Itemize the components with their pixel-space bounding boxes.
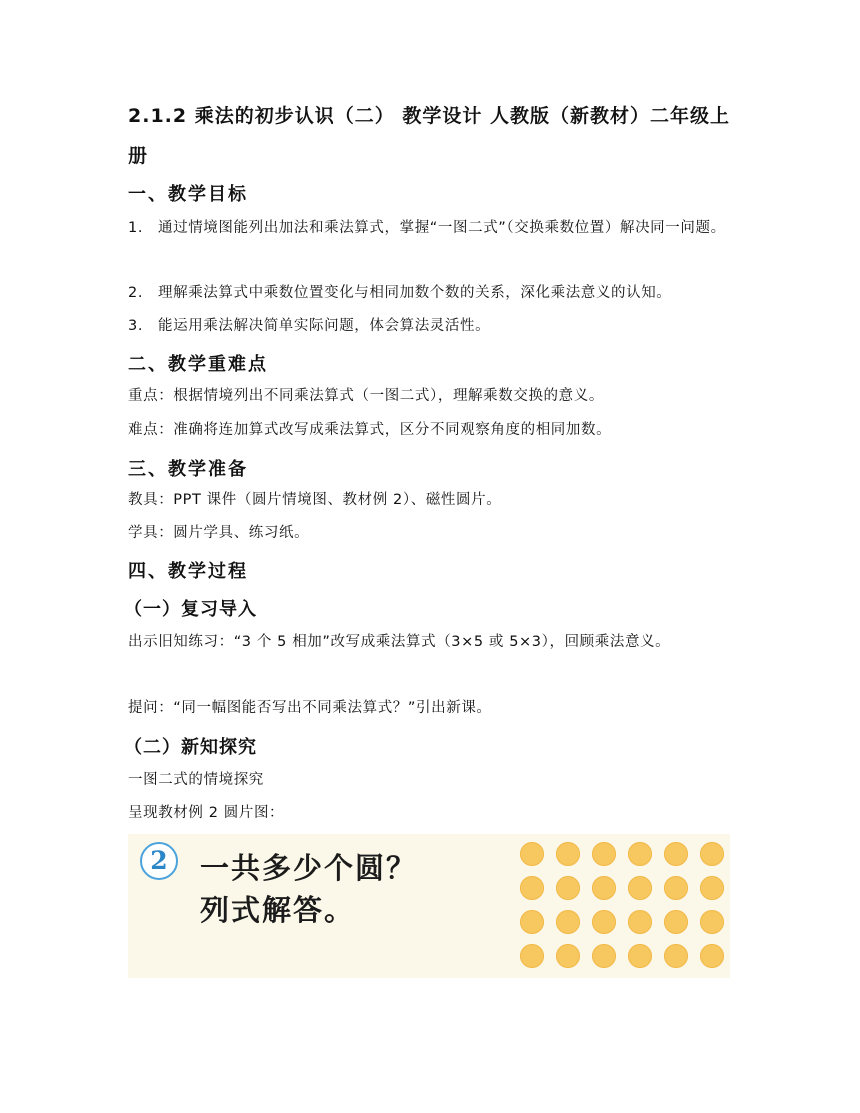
subsection-heading-explore: （二）新知探究 <box>124 737 257 758</box>
circle-chip <box>556 944 580 968</box>
circle-chip <box>592 910 616 934</box>
circle-chip <box>520 876 544 900</box>
list-item <box>128 277 736 309</box>
list-item-text: 通过情境图能列出加法和乘法算式，掌握“一图二式”（交换乘数位置）解决同一问题。 <box>158 220 726 236</box>
section-heading-process: 四、教学过程 <box>128 561 248 582</box>
section-heading-keypoints: 二、教学重难点 <box>128 354 268 375</box>
teacher-materials-text: 教具：PPT 课件（圆片情境图、教材例 2）、磁性圆片。 <box>128 492 502 508</box>
circle-chip <box>556 910 580 934</box>
subsection-heading-review: （一）复习导入 <box>124 599 257 620</box>
list-item-number: 2. <box>128 285 144 301</box>
circle-chip <box>520 910 544 934</box>
review-text: 出示旧知练习：“3 个 5 相加”改写成乘法算式（3×5 或 5×3），回顾乘法意义。 <box>128 634 671 650</box>
review-question-text: 提问：“同一幅图能否写出不同乘法算式？”引出新课。 <box>128 700 492 716</box>
circle-chip <box>700 876 724 900</box>
list-item <box>128 310 736 342</box>
explore-text: 呈现教材例 2 圆片图： <box>128 805 285 821</box>
circle-chip <box>592 876 616 900</box>
circle-chip <box>664 876 688 900</box>
difficulty-text: 难点：准确将连加算式改写成乘法算式，区分不同观察角度的相同加数。 <box>128 422 612 438</box>
key-point-text: 重点：根据情境列出不同乘法算式（一图二式），理解乘数交换的意义。 <box>128 388 604 404</box>
circle-chip <box>556 876 580 900</box>
document-title: 2.1.2 乘法的初步认识（二） 教学设计 人教版（新教材）二年级上册 <box>128 105 730 167</box>
explore-text: 一图二式的情境探究 <box>128 772 264 788</box>
textbook-example-figure <box>128 834 730 978</box>
example-number-badge: 2 <box>140 842 178 880</box>
circle-chip <box>592 944 616 968</box>
circle-chip <box>700 944 724 968</box>
circle-chip <box>664 910 688 934</box>
section-heading-goals: 一、教学目标 <box>128 184 248 205</box>
list-item <box>128 212 736 244</box>
circle-chip <box>520 944 544 968</box>
circle-chip <box>628 842 652 866</box>
list-item-number: 3. <box>128 318 144 334</box>
circle-chip <box>628 944 652 968</box>
circle-chip <box>628 910 652 934</box>
circle-chip <box>664 944 688 968</box>
figure-question-line: 一共多少个圆？ <box>200 851 418 885</box>
circle-chip <box>664 842 688 866</box>
student-materials-text: 学具：圆片学具、练习纸。 <box>128 525 310 541</box>
list-item-number: 1. <box>128 220 144 236</box>
circle-chip <box>520 842 544 866</box>
circle-chip <box>592 842 616 866</box>
circle-chip <box>700 910 724 934</box>
circle-chip <box>556 842 580 866</box>
list-item-text: 理解乘法算式中乘数位置变化与相同加数个数的关系，深化乘法意义的认知。 <box>158 285 672 301</box>
figure-question-line: 列式解答。 <box>200 893 356 927</box>
circle-chip <box>628 876 652 900</box>
section-heading-prep: 三、教学准备 <box>128 459 248 480</box>
list-item-text: 能运用乘法解决简单实际问题，体会算法灵活性。 <box>158 318 491 334</box>
circle-chip <box>700 842 724 866</box>
